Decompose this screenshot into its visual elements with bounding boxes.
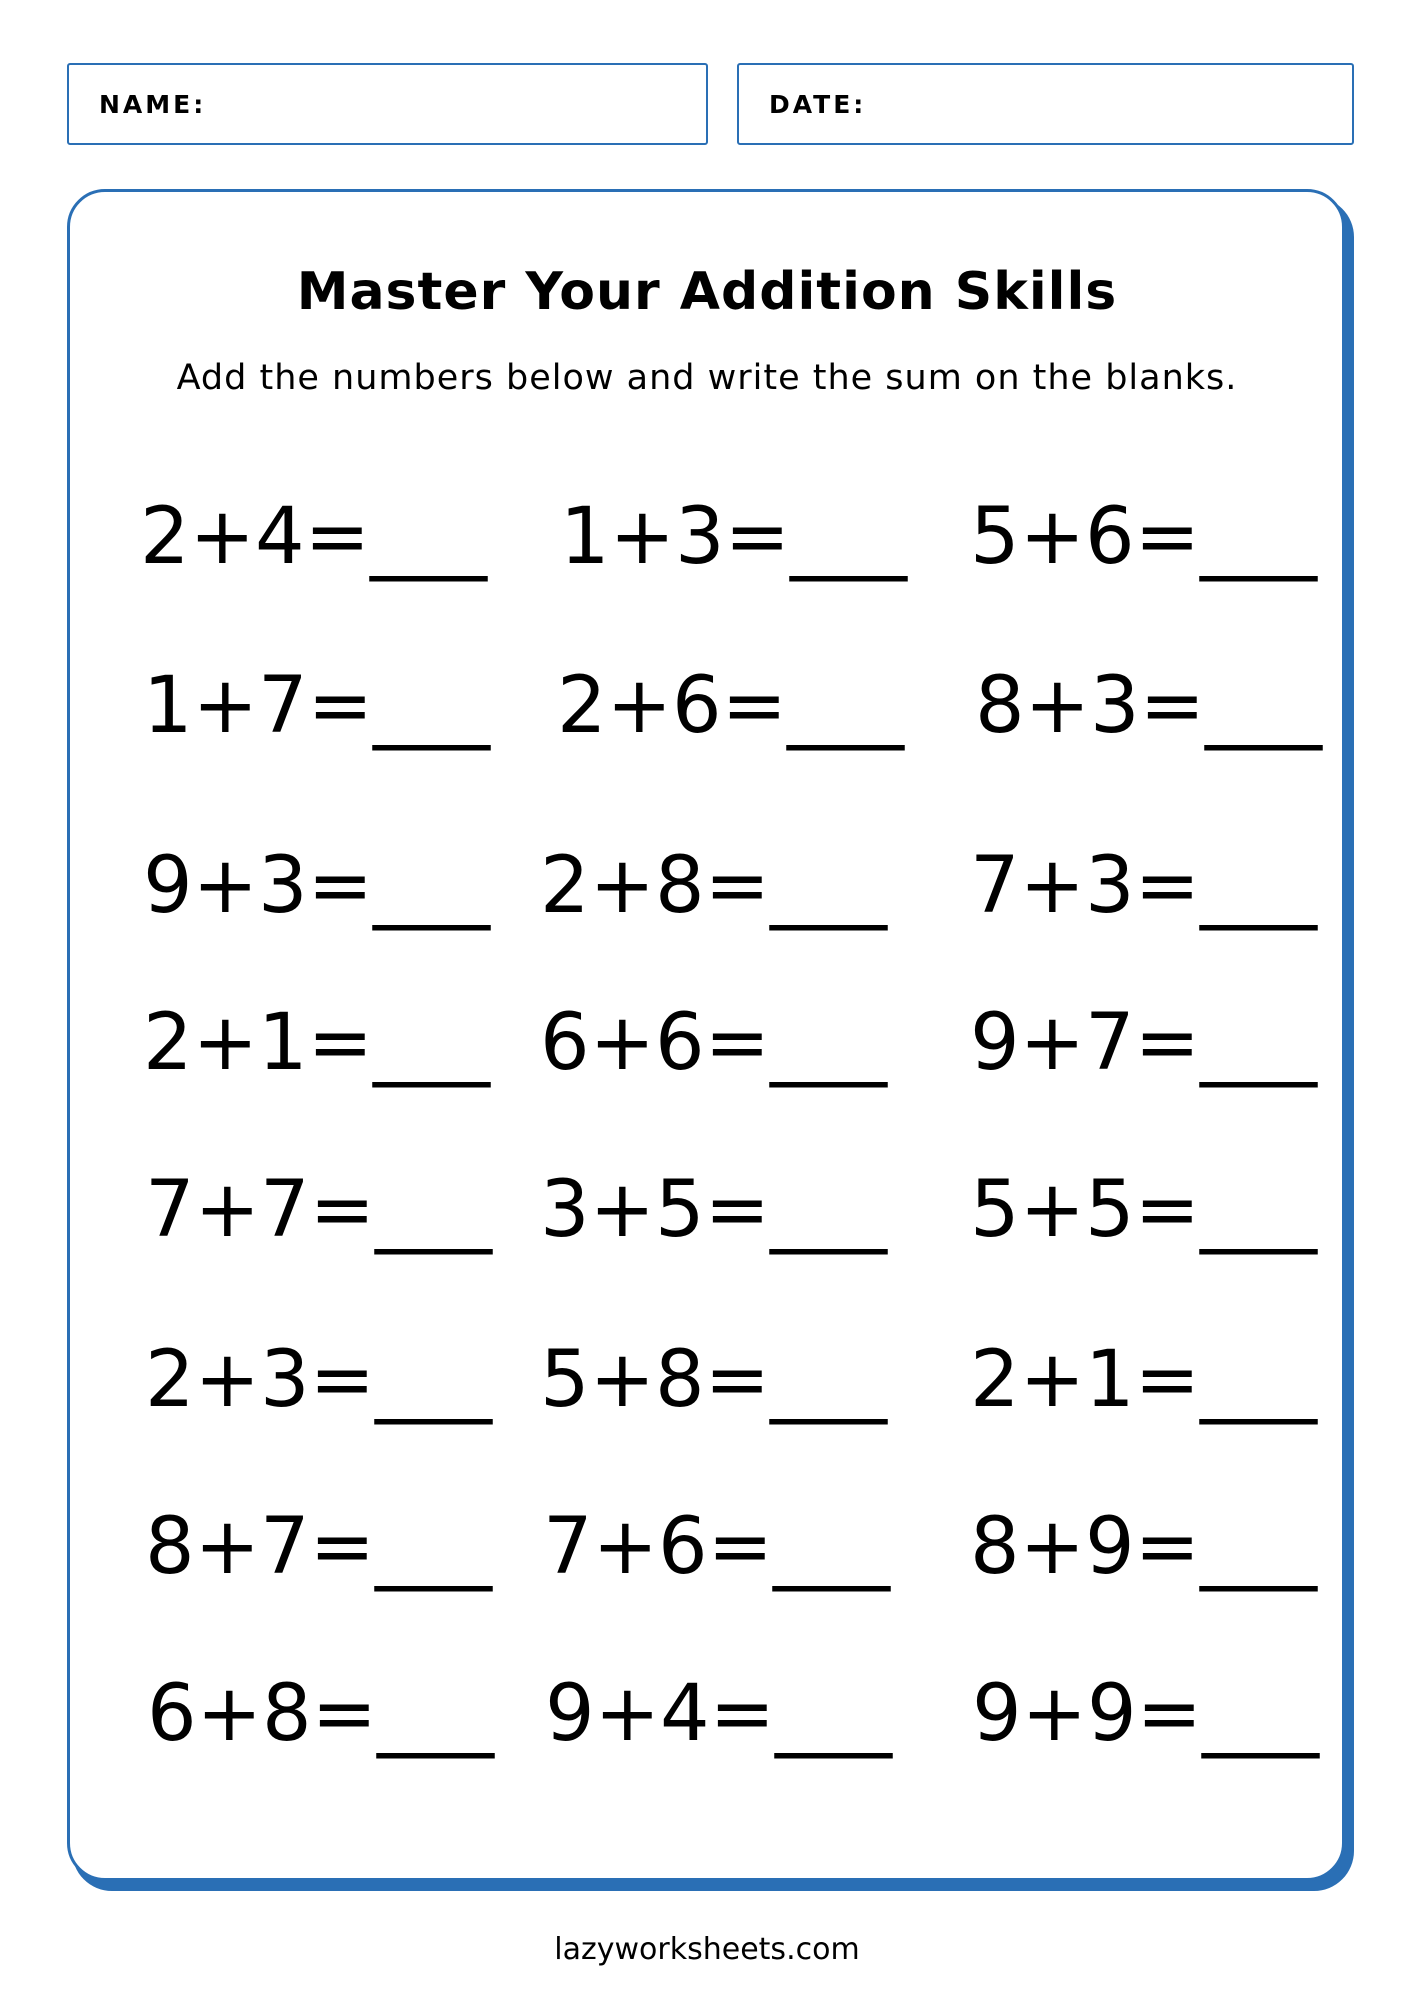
problem: 2+1=___ — [970, 1335, 1317, 1425]
problem: 7+7=___ — [145, 1165, 492, 1255]
name-field[interactable] — [67, 63, 708, 145]
date-label: DATE: — [769, 89, 867, 119]
problem: 6+8=___ — [147, 1669, 494, 1759]
problem: 2+8=___ — [540, 841, 887, 931]
problem: 9+3=___ — [143, 841, 490, 931]
problem: 1+3=___ — [560, 492, 907, 582]
problem: 5+8=___ — [540, 1335, 887, 1425]
worksheet-instructions: Add the numbers below and write the sum on the blanks. — [176, 358, 1238, 398]
problem: 8+3=___ — [975, 661, 1322, 751]
problem: 7+6=___ — [543, 1502, 890, 1592]
problem: 8+7=___ — [145, 1502, 492, 1592]
problem: 2+4=___ — [140, 492, 487, 582]
problem: 6+6=___ — [540, 998, 887, 1088]
problem: 2+6=___ — [557, 661, 904, 751]
problem: 2+1=___ — [143, 998, 490, 1088]
problem: 7+3=___ — [970, 841, 1317, 931]
name-label: NAME: — [99, 89, 207, 119]
problem: 9+9=___ — [972, 1669, 1319, 1759]
problem: 9+7=___ — [970, 998, 1317, 1088]
problem: 3+5=___ — [540, 1165, 887, 1255]
problem: 9+4=___ — [545, 1669, 892, 1759]
problem: 8+9=___ — [970, 1502, 1317, 1592]
problem: 1+7=___ — [143, 661, 490, 751]
problem: 2+3=___ — [145, 1335, 492, 1425]
worksheet-title: Master Your Addition Skills — [296, 262, 1118, 322]
footer-site: lazyworksheets.com — [554, 1932, 860, 1967]
date-field[interactable] — [737, 63, 1354, 145]
problem: 5+6=___ — [970, 492, 1317, 582]
problem: 5+5=___ — [970, 1165, 1317, 1255]
